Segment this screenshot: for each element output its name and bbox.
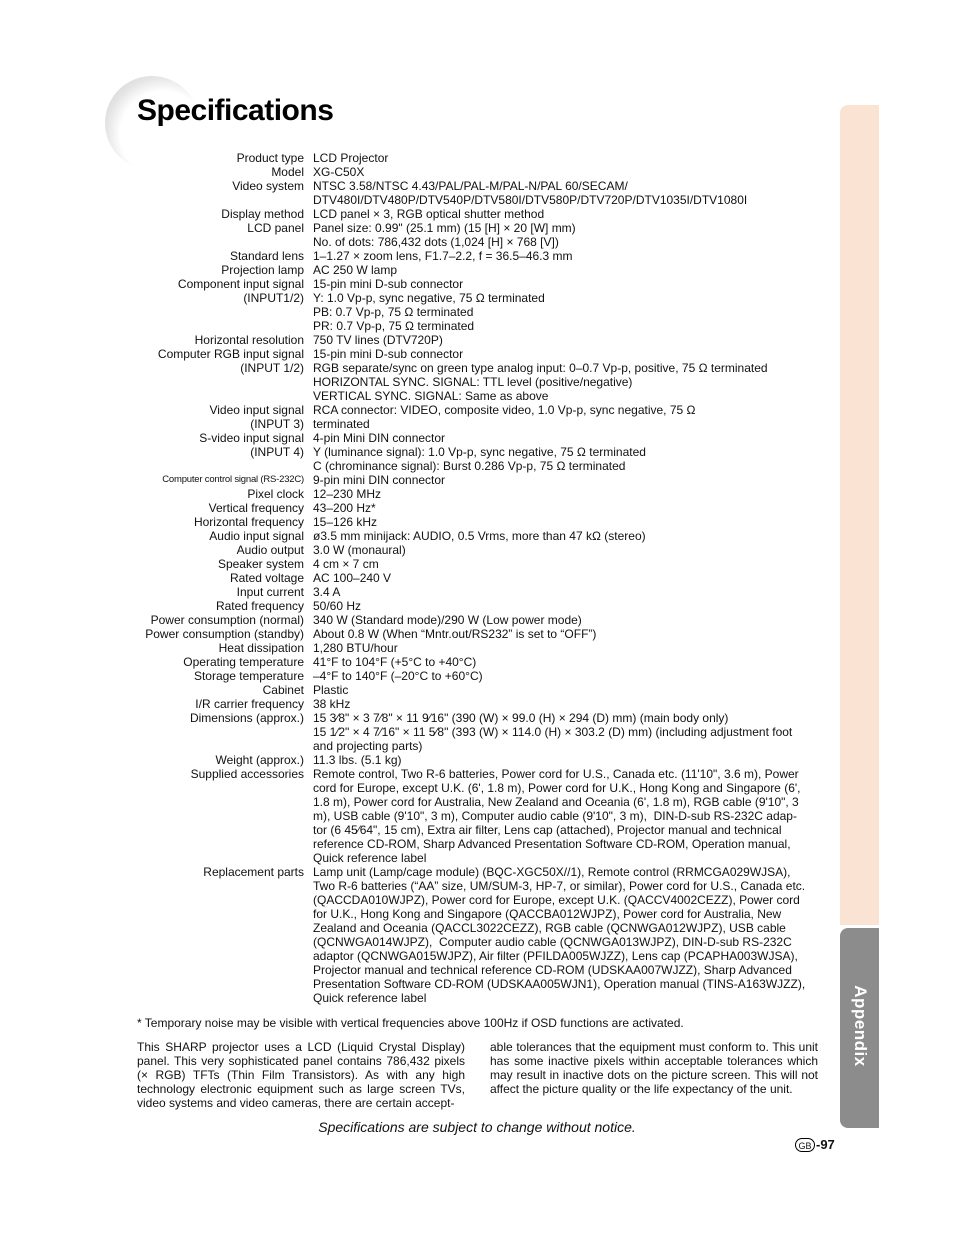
spec-row [137,179,818,207]
spec-value-line: 4-pin Mini DIN connector [313,431,446,445]
spec-row [137,641,818,655]
spec-value [313,529,818,543]
spec-value-line: 38 kHz [313,697,351,711]
spec-row [137,417,818,431]
page-title: Specifications [137,94,334,127]
spec-value [313,431,818,445]
spec-value-line: reference CD-ROM, Sharp Advanced Presentation Software CD-ROM, Operation manual, [313,837,791,851]
spec-value-line: and projecting parts) [313,739,423,753]
spec-row [137,501,818,515]
spec-row [137,655,818,669]
spec-label: LCD panel [247,221,304,235]
spec-value-line: Y (luminance signal): 1.0 Vp-p, sync negative, 75 Ω terminated [313,445,646,459]
spec-row [137,669,818,683]
spec-value [313,697,818,711]
spec-value-line: LCD panel × 3, RGB optical shutter method [313,207,545,221]
spec-value-line: –4°F to 140°F (–20°C to +60°C) [313,669,483,683]
spec-row [137,711,818,753]
page-number-text: -97 [816,1137,835,1152]
spec-row [137,403,818,417]
spec-value [313,543,818,557]
spec-value-line: Quick reference label [313,991,427,1005]
spec-value-line: 15-pin mini D-sub connector [313,277,464,291]
spec-label: Model [271,165,304,179]
spec-row [137,557,818,571]
spec-value-line: HORIZONTAL SYNC. SIGNAL: TTL level (positive/negative) [313,375,633,389]
spec-value [313,291,818,333]
spec-row [137,151,818,165]
spec-label: Audio input signal [209,529,304,543]
spec-label: Video system [232,179,304,193]
spec-value-line: 3.0 W (monaural) [313,543,406,557]
side-tab-background [840,105,879,925]
spec-row [137,361,818,403]
spec-label: Heat dissipation [218,641,304,655]
spec-value [313,487,818,501]
spec-label: Speaker system [217,557,304,571]
spec-value-line: XG-C50X [313,165,365,179]
spec-label: Display method [221,207,304,221]
specifications-table [137,151,818,1005]
spec-value [313,515,818,529]
spec-label: (INPUT 4) [250,445,304,459]
spec-value-line: NTSC 3.58/NTSC 4.43/PAL/PAL-M/PAL-N/PAL 60/SECAM/ [313,179,628,193]
spec-value [313,445,818,473]
spec-value-line: 43–200 Hz* [313,501,376,515]
spec-value-line: cord for Europe, except U.K. (6', 1.8 m), Power cord for U.K., Hong Kong and Singapore (6', [313,781,801,795]
spec-value-line: Panel size: 0.99" (25.1 mm) (15 [H] × 20 [W] mm) [313,221,576,235]
spec-value [313,669,818,683]
spec-label: Computer control signal (RS-232C) [162,474,304,485]
spec-value-line: terminated [313,417,370,431]
spec-value-line: 41°F to 104°F (+5°C to +40°C) [313,655,477,669]
spec-row [137,515,818,529]
spec-value [313,865,818,1005]
spec-row [137,221,818,249]
spec-value-line: Presentation Software CD-ROM (UDSKAA005WJN1), Operation manual (TINS-A163WJZZ), [313,977,806,991]
spec-value-line: Plastic [313,683,349,697]
spec-value-line: (QCNWGA014WJPZ), Computer audio cable (QCNWGA013WJPZ), DIN-D-sub RS-232C [313,935,792,949]
spec-label: (INPUT1/2) [243,291,304,305]
spec-value-line: 1,280 BTU/hour [313,641,398,655]
spec-row [137,263,818,277]
spec-value-line: PB: 0.7 Vp-p, 75 Ω terminated [313,305,474,319]
spec-value-line: LCD Projector [313,151,389,165]
spec-value-line: DTV480I/DTV480P/DTV540P/DTV580I/DTV580P/DTV720P/DTV1035I/DTV1080I [313,193,748,207]
change-notice: Specifications are subject to change without notice. [318,1119,636,1135]
spec-value [313,711,818,753]
spec-label: Video input signal [209,403,304,417]
spec-value-line: (QACCDA010WJPZ), Power cord for Europe, except U.K. (QACCV4002CEZZ), Power cord [313,893,800,907]
page-number [795,1137,835,1152]
spec-value-line: 12–230 MHz [313,487,382,501]
spec-label: Dimensions (approx.) [189,711,304,725]
spec-row [137,291,818,333]
spec-value [313,641,818,655]
spec-row [137,599,818,613]
spec-value-line: AC 100–240 V [313,571,392,585]
spec-value-line: About 0.8 W (When “Mntr.out/RS232” is set to “OFF”) [313,627,597,641]
spec-value-line: 15-pin mini D-sub connector [313,347,464,361]
spec-label: Operating temperature [183,655,304,669]
spec-value [313,627,818,641]
spec-value [313,333,818,347]
spec-row [137,333,818,347]
spec-value [313,403,818,417]
spec-value [313,417,818,431]
spec-label: Horizontal frequency [193,515,304,529]
spec-row [137,865,818,1005]
spec-value [313,753,818,767]
spec-value [313,655,818,669]
spec-value-line: RGB separate/sync on green type analog input: 0–0.7 Vp-p, positive, 75 Ω terminated [313,361,768,375]
spec-label: Standard lens [229,249,304,263]
gb-badge-icon: GB [795,1138,815,1152]
spec-value [313,683,818,697]
spec-label: Product type [236,151,304,165]
spec-row [137,277,818,291]
spec-row [137,753,818,767]
spec-value [313,165,818,179]
spec-value-line: PR: 0.7 Vp-p, 75 Ω terminated [313,319,475,333]
spec-row [137,585,818,599]
spec-row [137,431,818,445]
spec-value-line: RCA connector: VIDEO, composite video, 1.0 Vp-p, sync negative, 75 Ω [313,403,696,417]
spec-value [313,501,818,515]
spec-value [313,263,818,277]
spec-label: (INPUT 1/2) [240,361,304,375]
spec-label: Audio output [236,543,304,557]
spec-label: Replacement parts [203,865,304,879]
spec-value [313,571,818,585]
spec-value-line: 15 1⁄2" × 4 7⁄16" × 11 5⁄8" (393 (W) × 114.0 (H) × 303.2 (D) mm) (including adjustment foot [313,725,793,739]
spec-value-line: ø3.5 mm minijack: AUDIO, 0.5 Vrms, more than 47 kΩ (stereo) [313,529,646,543]
spec-value-line: 340 W (Standard mode)/290 W (Low power mode) [313,613,582,627]
spec-label: Storage temperature [193,669,304,683]
spec-value [313,207,818,221]
spec-row [137,347,818,361]
spec-value-line: Lamp unit (Lamp/cage module) (BQC-XGC50X//1), Remote control (RRMCGA029WJSA), [313,865,791,879]
spec-row [137,571,818,585]
body-column-right: able tolerances that the equipment must conform to. This unit has some inactive pixels within acceptable tolerances which may result in inactive dots on the picture screen. This will not affect the picture quality or the life expectancy of the unit. [490,1040,818,1096]
spec-value-line: 15 3⁄8" × 3 7⁄8" × 11 9⁄16" (390 (W) × 99.0 (H) × 294 (D) mm) (main body only) [313,711,729,725]
spec-label: Rated voltage [229,571,304,585]
spec-label: Power consumption (normal) [150,613,304,627]
spec-label: Weight (approx.) [215,753,304,767]
spec-label: Rated frequency [215,599,304,613]
spec-value [313,221,818,249]
spec-value-line: 50/60 Hz [313,599,362,613]
spec-label: Supplied accessories [190,767,304,781]
spec-value-line: Remote control, Two R-6 batteries, Power cord for U.S., Canada etc. (11'10", 3.6 m), Power [313,767,799,781]
spec-value-line: for U.K., Hong Kong and Singapore (QACCBA012WJPZ), Power cord for Australia, New [313,907,782,921]
spec-label: (INPUT 3) [250,417,304,431]
spec-row [137,613,818,627]
spec-value-line: VERTICAL SYNC. SIGNAL: Same as above [313,389,549,403]
spec-value [313,179,818,207]
spec-label: Vertical frequency [208,501,304,515]
spec-value-line: 1.8 m), Power cord for Australia, New Zealand and Oceania (6', 1.8 m), RGB cable (9'10", 3 [313,795,799,809]
spec-label: S-video input signal [199,431,304,445]
spec-value-line: AC 250 W lamp [313,263,398,277]
spec-label: I/R carrier frequency [195,697,304,711]
spec-label: Component input signal [177,277,304,291]
spec-value-line: 750 TV lines (DTV720P) [313,333,443,347]
spec-label: Computer RGB input signal [157,347,304,361]
spec-value [313,585,818,599]
spec-row [137,207,818,221]
spec-value-line: tor (6 45⁄64", 15 cm), Extra air filter, Lens cap (attached), Projector manual and technical [313,823,782,837]
spec-value-line: No. of dots: 786,432 dots (1,024 [H] × 768 [V]) [313,235,559,249]
body-column-left: This SHARP projector uses a LCD (Liquid Crystal Display) panel. This very sophisticated panel contains 786,432 pixels (× RGB) TFTs (Thin Film Transistors). As with any high technology electronic equipment such as large screen TVs, video systems and video cameras, there are certain accept- [137,1040,465,1110]
spec-value [313,599,818,613]
spec-value-line: C (chrominance signal): Burst 0.286 Vp-p, 75 Ω terminated [313,459,626,473]
spec-row [137,445,818,473]
spec-row [137,529,818,543]
spec-value-line: 3.4 A [313,585,341,599]
spec-label: Input current [236,585,304,599]
spec-label: Projection lamp [221,263,304,277]
spec-value [313,473,818,487]
spec-value [313,151,818,165]
spec-label: Horizontal resolution [194,333,304,347]
spec-value-line: 1–1.27 × zoom lens, F1.7–2.2, f = 36.5–46.3 mm [313,249,573,263]
spec-value [313,347,818,361]
spec-value-line: Quick reference label [313,851,427,865]
spec-value-line: 4 cm × 7 cm [313,557,379,571]
spec-value-line: Two R-6 batteries (“AA” size, UM/SUM-3, HP-7, or similar), Power cord for U.S., Canada etc. [313,879,806,893]
spec-row [137,767,818,865]
spec-value-line: Projector manual and technical reference CD-ROM (UDSKAA007WJZZ), Sharp Advanced [313,963,792,977]
spec-value-line: Y: 1.0 Vp-p, sync negative, 75 Ω terminated [313,291,545,305]
spec-row [137,249,818,263]
spec-row [137,697,818,711]
spec-value-line: 11.3 lbs. (5.1 kg) [313,753,402,767]
spec-row [137,165,818,179]
spec-row [137,487,818,501]
spec-row [137,473,818,487]
spec-value-line: 9-pin mini DIN connector [313,473,446,487]
spec-label: Pixel clock [247,487,304,501]
spec-row [137,683,818,697]
footnote: * Temporary noise may be visible with vertical frequencies above 100Hz if OSD functions are activated. [137,1016,684,1030]
spec-value [313,613,818,627]
spec-value-line: Zealand and Oceania (QACCL3022CEZZ), RGB cable (QCNWGA012WJPZ), USB cable [313,921,786,935]
spec-label: Power consumption (standby) [145,627,304,641]
spec-label: Cabinet [262,683,304,697]
spec-value-line: 15–126 kHz [313,515,378,529]
spec-value [313,361,818,403]
spec-row [137,627,818,641]
spec-value [313,249,818,263]
spec-value-line: adaptor (QCNWGA015WJPZ), Air filter (PFILDA005WJZZ), Lens cap (PCAPHA003WJSA), [313,949,798,963]
spec-row [137,543,818,557]
spec-value [313,277,818,291]
spec-value [313,767,818,865]
appendix-tab-label: Appendix [851,985,870,1067]
spec-value-line: m), USB cable (9'10", 3 m), Computer audio cable (9'10", 3 m), DIN-D-sub RS-232C adap- [313,809,797,823]
spec-value [313,557,818,571]
